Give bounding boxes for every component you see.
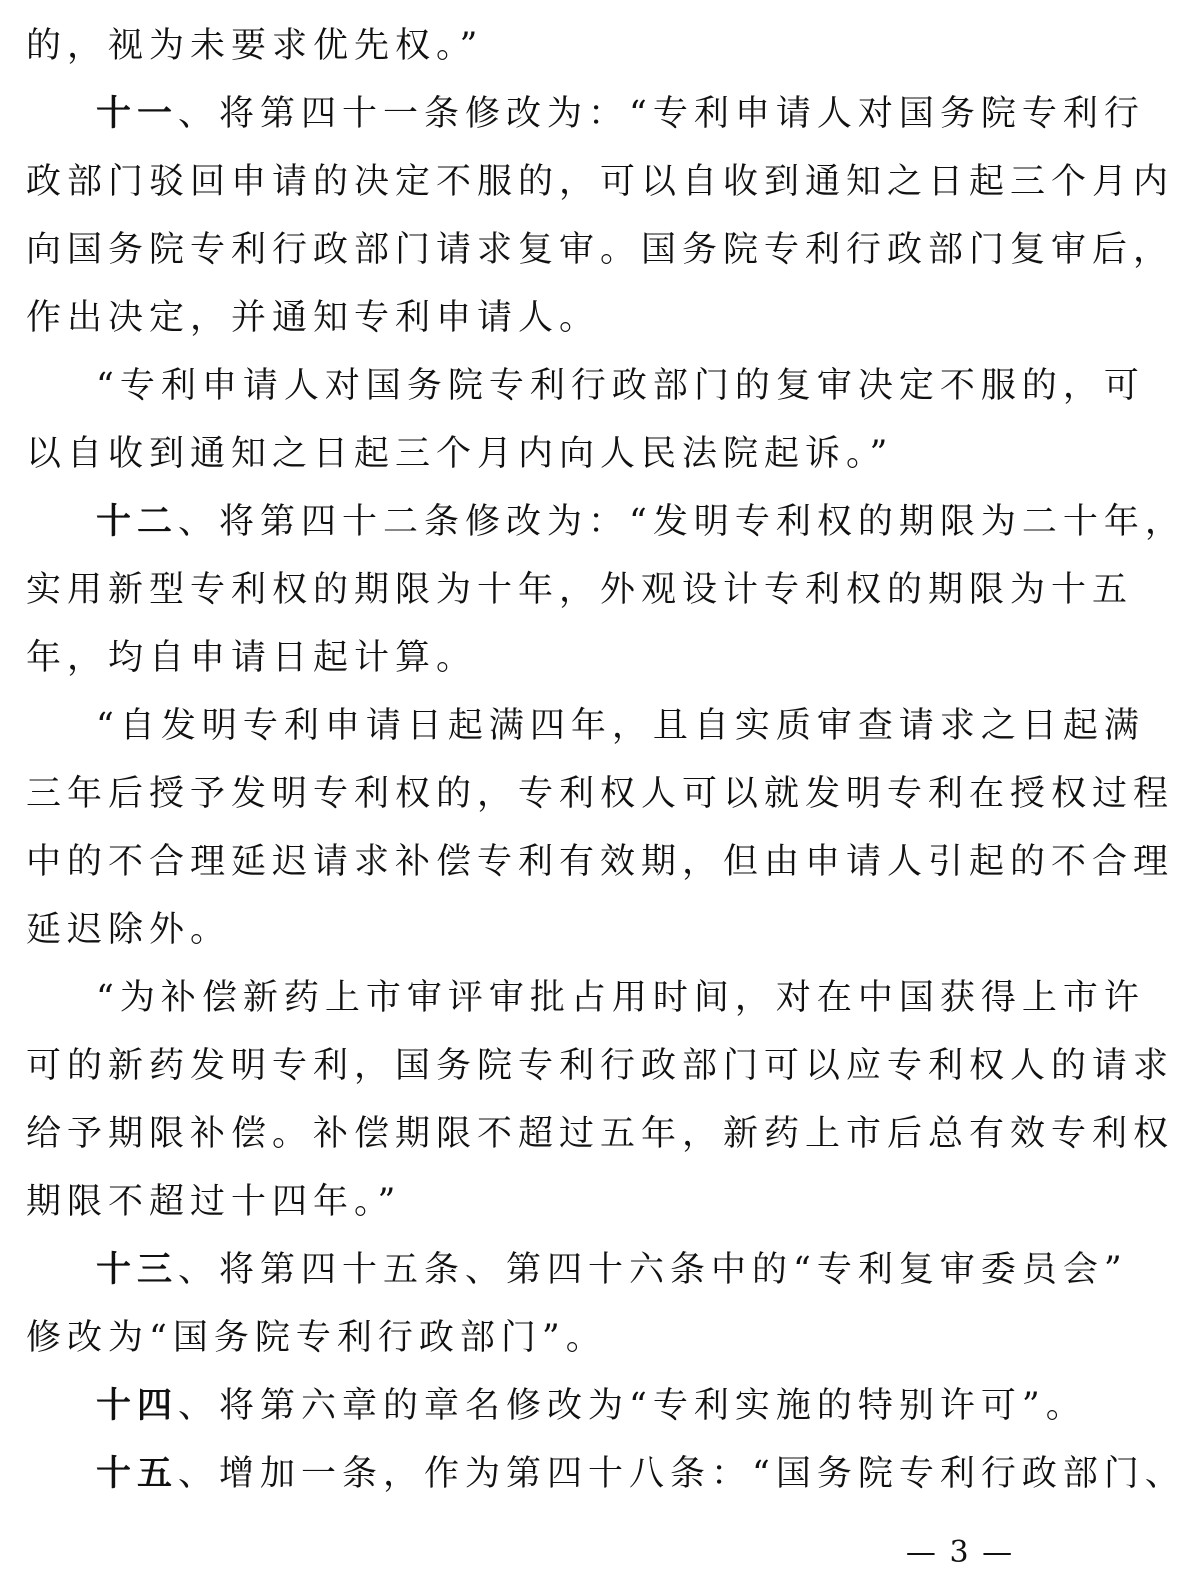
text-line [96,1440,1186,1508]
text-line: 政部门驳回申请的决定不服的，可以自收到通知之日起三个月内 [26,162,1175,202]
text-line: 三年后授予发明专利权的，专利权人可以就发明专利在授权过程 [26,774,1175,814]
article-heading: 十一 [96,94,179,134]
text-line: “为补偿新药上市审评审批占用时间，对在中国获得上市许 [96,978,1145,1018]
text-segment: 、增加一条，作为第四十八条：“国务院专利行政部门、 [178,1454,1186,1494]
text-line: 中的不合理延迟请求补偿专利有效期，但由申请人引起的不合理 [26,842,1175,882]
article-heading: 十四 [96,1386,179,1426]
text-segment: 、将第四十五条、第四十六条中的“专利复审委员会” [178,1250,1128,1290]
text-segment: 、将第六章的章名修改为“专利实施的特别许可”。 [178,1386,1087,1426]
text-line: “自发明专利申请日起满四年，且自实质审查请求之日起满 [96,706,1145,746]
document-page [26,0,1186,1596]
text-line [96,1372,1087,1440]
text-line: 以自收到通知之日起三个月内向人民法院起诉。” [26,434,894,474]
text-segment: 、将第四十二条修改为：“发明专利权的期限为二十年， [178,502,1186,542]
text-line: 作出决定，并通知专利申请人。 [26,298,601,338]
text-line: 实用新型专利权的期限为十年，外观设计专利权的期限为十五 [26,570,1134,610]
article-heading: 十三 [96,1250,179,1290]
page-number: — 3 — [905,1535,1015,1570]
text-line: 的，视为未要求优先权。” [26,26,484,66]
article-heading: 十五 [96,1454,179,1494]
text-line: “专利申请人对国务院专利行政部门的复审决定不服的，可 [96,366,1145,406]
text-segment: 、将第四十一条修改为：“专利申请人对国务院专利行 [178,94,1145,134]
article-heading: 十二 [96,502,179,542]
text-line: 延迟除外。 [26,910,232,950]
text-line: 给予期限补偿。补偿期限不超过五年，新药上市后总有效专利权 [26,1114,1175,1154]
text-line: 可的新药发明专利，国务院专利行政部门可以应专利权人的请求 [26,1046,1175,1086]
text-line [96,488,1186,556]
text-line: 向国务院专利行政部门请求复审。国务院专利行政部门复审后， [26,230,1175,270]
text-line: 期限不超过十四年。” [26,1182,402,1222]
text-line [96,1236,1128,1304]
text-line: 年，均自申请日起计算。 [26,638,478,678]
text-line [96,80,1145,148]
text-line: 修改为“国务院专利行政部门”。 [26,1318,607,1358]
